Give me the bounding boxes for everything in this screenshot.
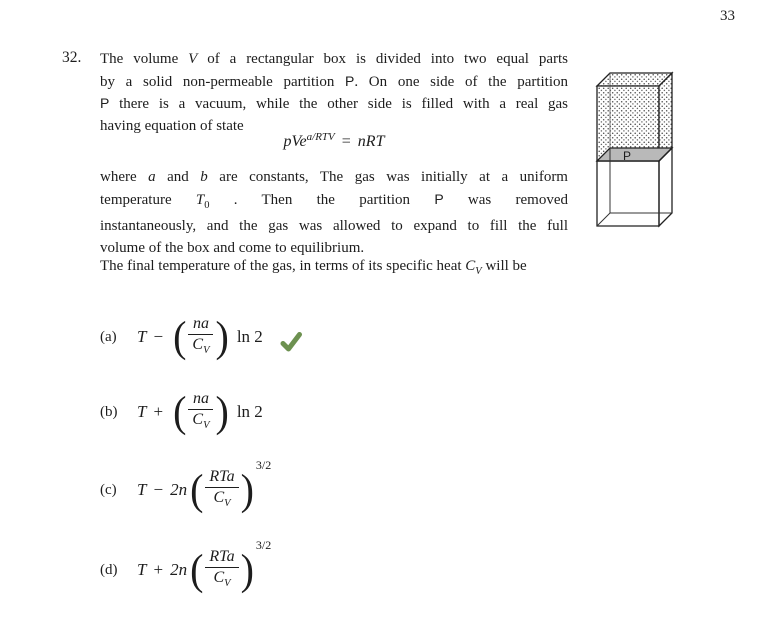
close-paren: ) — [215, 312, 229, 361]
term-T: T — [137, 560, 147, 579]
variable-C: C — [192, 411, 204, 429]
variable-a: a — [148, 169, 156, 185]
fraction — [188, 316, 213, 357]
option-a-label: (a) — [100, 328, 117, 345]
text-segment: there is a vacuum, while the other side is filled with a real gas — [109, 96, 568, 113]
subscript-zero: 0 — [204, 199, 210, 211]
term-T: T — [137, 327, 147, 346]
fraction-numerator: RTa — [209, 548, 235, 566]
equals-sign: = — [341, 133, 351, 150]
correct-answer-check-icon — [279, 331, 303, 353]
fraction-denominator — [188, 334, 213, 357]
fraction-numerator: RTa — [209, 468, 235, 486]
text-segment: where — [100, 169, 149, 185]
vacuum-right-face — [659, 148, 672, 226]
text-segment: was removed — [443, 191, 569, 208]
coefficient-2n: 2n — [170, 560, 188, 579]
subscript-V: V — [203, 420, 210, 432]
text-segment: . On one side of the partition — [354, 73, 569, 90]
subscript-V: V — [224, 578, 231, 590]
open-paren: ( — [190, 545, 204, 594]
subscript-V: V — [224, 498, 231, 510]
partition-symbol: P — [100, 95, 110, 112]
text-segment: will be — [481, 258, 527, 274]
fraction-denominator — [188, 409, 213, 432]
variable-b: b — [200, 169, 208, 185]
power-exponent: 3/2 — [255, 538, 272, 552]
partition-symbol: P — [345, 72, 355, 89]
box-partition-diagram — [589, 60, 681, 241]
open-paren: ( — [190, 465, 204, 514]
question-paragraph-2 — [100, 167, 568, 259]
question-line — [100, 167, 568, 189]
plus-sign: + — [153, 402, 164, 421]
text-segment: instantaneously, and the gas was allowed to expand to fill the full — [100, 218, 568, 235]
fraction-denominator — [205, 487, 238, 510]
text-segment: The volume — [100, 51, 189, 67]
box-diagram-svg — [589, 60, 681, 236]
question-line — [100, 238, 568, 260]
hidden-bottom-left-edge — [597, 213, 610, 226]
variable-V: V — [188, 51, 198, 67]
open-paren: ( — [173, 312, 187, 361]
text-segment: . Then the partition — [209, 191, 435, 208]
equation-base: pVe — [283, 133, 307, 150]
text-segment: volume of the box and come to equilibrium. — [100, 239, 365, 256]
option-d — [100, 538, 277, 599]
question-number: 32. — [62, 49, 82, 66]
option-c — [100, 458, 277, 519]
page-number: 33 — [720, 8, 735, 24]
option-d-label: (d) — [100, 561, 118, 578]
option-b-label: (b) — [100, 403, 118, 420]
minus-sign: − — [153, 480, 164, 499]
text-segment: of a rectangular box is divided into two equal parts — [197, 51, 568, 67]
text-segment: by a solid non-permeable partition — [100, 73, 346, 90]
power-exponent: 3/2 — [255, 458, 272, 472]
equation-of-state — [100, 133, 568, 151]
open-paren: ( — [173, 387, 187, 436]
option-b — [100, 389, 263, 435]
text-segment: are constants, The gas was initially at a uniform — [207, 169, 568, 185]
fraction — [188, 391, 213, 432]
fraction-numerator: na — [192, 315, 209, 333]
close-paren: ) — [240, 545, 254, 594]
question-line — [100, 216, 568, 238]
question-line — [100, 189, 568, 217]
text-segment: and — [155, 169, 201, 185]
partition-label: P — [623, 149, 632, 163]
text-segment: having equation of state — [100, 117, 244, 134]
variable-C: C — [213, 489, 225, 507]
text-segment: temperature — [100, 191, 196, 208]
equation-exponent: a/RTV — [306, 131, 335, 143]
subscript-V: V — [475, 266, 482, 277]
option-a — [100, 314, 303, 360]
equation-rhs: nRT — [357, 133, 385, 150]
term-T: T — [137, 480, 147, 499]
ln2-term: ln 2 — [236, 327, 263, 346]
question-prompt — [100, 258, 660, 277]
ln2-term: ln 2 — [236, 402, 263, 421]
variable-C: C — [213, 569, 225, 587]
term-T: T — [137, 402, 147, 421]
text-segment: The final temperature of the gas, in terms of its specific heat — [100, 258, 466, 274]
question-paragraph-1 — [100, 49, 568, 137]
close-paren: ) — [240, 465, 254, 514]
fraction-numerator: na — [192, 390, 209, 408]
subscript-V: V — [203, 345, 210, 357]
coefficient-2n: 2n — [170, 480, 188, 499]
question-line — [100, 93, 568, 116]
question-line — [100, 49, 568, 71]
plus-sign: + — [153, 560, 164, 579]
fraction-denominator — [205, 567, 238, 590]
option-c-label: (c) — [100, 481, 117, 498]
question-line — [100, 71, 568, 94]
close-paren: ) — [215, 387, 229, 436]
minus-sign: − — [153, 327, 164, 346]
variable-Cv: C — [465, 258, 476, 274]
partition-symbol: P — [434, 190, 444, 207]
fraction — [205, 549, 238, 590]
variable-C: C — [192, 336, 204, 354]
fraction — [205, 469, 238, 510]
variable-T0: T — [195, 191, 205, 208]
